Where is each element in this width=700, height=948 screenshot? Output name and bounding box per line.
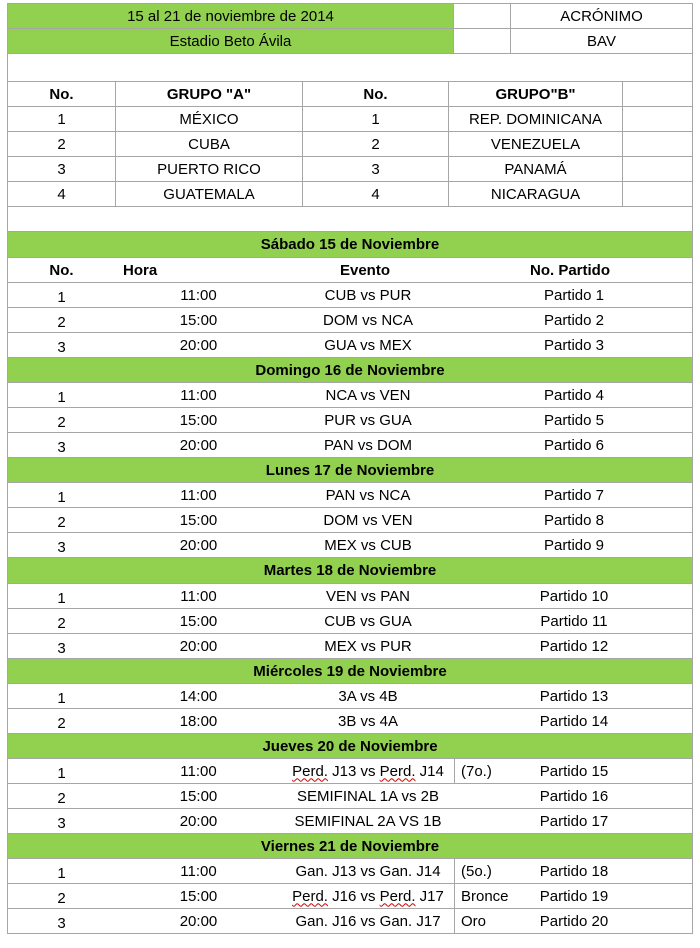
game-evento: VEN vs PAN — [326, 587, 410, 605]
game-hora: 20:00 — [179, 812, 218, 830]
game-evento: PAN vs DOM — [323, 436, 413, 454]
dates-cell: 15 al 21 de noviembre de 2014 — [8, 4, 453, 28]
game-hora: 15:00 — [179, 311, 218, 329]
game-no: 1 — [57, 689, 66, 707]
group-row — [7, 157, 693, 182]
game-hora: 20:00 — [179, 637, 218, 655]
game-evento: GUA vs MEX — [324, 336, 412, 354]
game-hora: 15:00 — [179, 887, 218, 905]
blank-row — [7, 54, 693, 82]
game-no: 2 — [57, 714, 66, 732]
group-row — [7, 182, 693, 207]
game-note: (7o.) — [454, 759, 514, 783]
game-row — [7, 584, 693, 609]
game-no: 3 — [57, 538, 66, 556]
game-hora: 11:00 — [180, 286, 217, 304]
day-title: Miércoles 19 de Noviembre — [253, 662, 447, 680]
game-no: 2 — [57, 413, 66, 431]
evento-part: J13 vs — [327, 762, 380, 780]
game-partido: Partido 13 — [539, 687, 609, 705]
day-title: Jueves 20 de Noviembre — [262, 737, 438, 755]
game-row — [7, 909, 693, 934]
game-no: 1 — [57, 864, 66, 882]
day-title-row — [7, 358, 693, 383]
group-b-team: NICARAGUA — [448, 182, 622, 206]
game-note: (5o.) — [454, 859, 514, 883]
game-row — [7, 283, 693, 308]
day-title: Viernes 21 de Noviembre — [260, 837, 440, 855]
game-evento: MEX vs CUB — [324, 536, 412, 554]
day-title-row — [7, 834, 693, 859]
game-no: 1 — [57, 288, 66, 306]
game-no: 2 — [57, 889, 66, 907]
game-partido: Partido 11 — [540, 612, 608, 630]
day-title-row — [7, 659, 693, 684]
game-row — [7, 408, 693, 433]
game-no: 2 — [57, 313, 66, 331]
game-partido: Partido 2 — [543, 311, 605, 329]
stadium-cell: Estadio Beto Ávila — [8, 29, 453, 53]
group-row-spacer — [622, 132, 692, 156]
game-partido: Partido 18 — [539, 862, 609, 880]
group-row — [7, 107, 693, 132]
day-title-row — [7, 734, 693, 759]
day-title: Domingo 16 de Noviembre — [255, 361, 445, 379]
game-no: 3 — [57, 639, 66, 657]
day-title: Lunes 17 de Noviembre — [265, 461, 435, 479]
group-b-header: GRUPO"B" — [448, 82, 622, 106]
game-row — [7, 784, 693, 809]
game-no: 2 — [57, 789, 66, 807]
group-a-team: CUBA — [115, 132, 302, 156]
game-hora: 14:00 — [179, 687, 218, 705]
game-row — [7, 508, 693, 533]
game-row — [7, 308, 693, 333]
game-row — [7, 383, 693, 408]
day-title-row — [7, 558, 693, 584]
game-evento: CUB vs PUR — [324, 286, 412, 304]
col-partido-header: No. Partido — [529, 261, 610, 279]
game-note: Oro — [454, 909, 514, 933]
group-a-no: 1 — [57, 110, 66, 128]
game-partido: Partido 7 — [543, 486, 605, 504]
group-b-team: VENEZUELA — [448, 132, 622, 156]
game-hora: 15:00 — [179, 787, 218, 805]
group-b-no: 3 — [302, 157, 448, 181]
group-a-header: GRUPO "A" — [115, 82, 302, 106]
game-evento: NCA vs VEN — [325, 386, 411, 404]
group-a-no: 4 — [57, 185, 66, 203]
schedule-header-row — [7, 258, 693, 283]
game-row — [7, 709, 693, 734]
game-no: 1 — [57, 589, 66, 607]
game-evento: PAN vs NCA — [325, 486, 411, 504]
game-partido: Partido 19 — [539, 887, 609, 905]
game-row — [7, 533, 693, 558]
game-hora: 15:00 — [179, 411, 218, 429]
header-row-stadium — [7, 29, 693, 54]
game-hora: 11:00 — [180, 386, 217, 404]
game-evento: SEMIFINAL 2A VS 1B — [294, 812, 442, 830]
group-a-team: MÉXICO — [115, 107, 302, 131]
group-a-team: GUATEMALA — [115, 182, 302, 206]
game-hora: 11:00 — [180, 486, 217, 504]
game-hora: 20:00 — [179, 336, 218, 354]
group-a-team: PUERTO RICO — [115, 157, 302, 181]
col-evento-header: Evento — [339, 261, 390, 279]
day-title-row — [7, 458, 693, 483]
group-b-team: REP. DOMINICANA — [448, 107, 622, 131]
game-hora: 15:00 — [179, 612, 218, 630]
game-partido: Partido 16 — [539, 787, 609, 805]
group-row-spacer — [622, 182, 692, 206]
group-b-no: 1 — [302, 107, 448, 131]
day-title: Martes 18 de Noviembre — [263, 562, 437, 579]
game-hora: 15:00 — [179, 511, 218, 529]
game-no: 3 — [57, 438, 66, 456]
game-no: 2 — [57, 513, 66, 531]
game-no: 1 — [57, 764, 66, 782]
evento-part: J16 vs — [327, 887, 380, 905]
game-partido: Partido 3 — [543, 336, 605, 354]
group-b-no: 2 — [302, 132, 448, 156]
game-row — [7, 884, 693, 909]
game-evento: 3A vs 4B — [338, 687, 398, 705]
game-row — [7, 433, 693, 458]
groups-body — [7, 107, 693, 207]
game-hora: 18:00 — [179, 712, 218, 730]
game-no: 1 — [57, 388, 66, 406]
game-evento: Gan. J16 vs Gan. J17 — [295, 912, 441, 930]
game-partido: Partido 20 — [539, 912, 609, 930]
game-row — [7, 759, 693, 784]
group-b-no-header: No. — [302, 82, 448, 106]
schedule-sheet — [7, 3, 693, 934]
col-hora-header: Hora — [123, 261, 158, 279]
game-evento: PUR vs GUA — [324, 411, 412, 429]
groups-header-row — [7, 82, 693, 107]
header-spacer — [453, 4, 510, 28]
group-a-no-header: No. — [49, 85, 74, 103]
evento-part: Perd. — [379, 887, 416, 905]
game-partido: Partido 10 — [539, 587, 609, 605]
groups-spacer — [622, 82, 692, 106]
evento-part: Perd. — [292, 887, 328, 905]
acronym-value: BAV — [510, 29, 692, 53]
game-partido: Partido 15 — [539, 762, 609, 780]
game-hora: 20:00 — [179, 912, 218, 930]
header-row-dates — [7, 3, 693, 29]
day-title: Sábado 15 de Noviembre — [260, 236, 440, 253]
group-row — [7, 132, 693, 157]
game-no: 1 — [57, 488, 66, 506]
game-hora: 11:00 — [180, 762, 217, 780]
game-hora: 20:00 — [179, 536, 218, 554]
game-partido: Partido 6 — [543, 436, 605, 454]
group-row-spacer — [622, 107, 692, 131]
group-row-spacer — [622, 157, 692, 181]
game-evento: DOM vs NCA — [323, 311, 413, 329]
game-partido: Partido 12 — [539, 637, 609, 655]
blank-row — [7, 207, 693, 232]
game-hora: 20:00 — [179, 436, 218, 454]
game-hora: 11:00 — [180, 862, 217, 880]
evento-part: J14 — [415, 762, 444, 780]
day-title-row — [7, 232, 693, 258]
game-partido: Partido 8 — [543, 511, 605, 529]
game-row — [7, 483, 693, 508]
game-evento: Gan. J13 vs Gan. J14 — [295, 862, 441, 880]
game-hora: 11:00 — [180, 587, 217, 605]
evento-part: Perd. — [292, 762, 328, 780]
game-no: 3 — [57, 338, 66, 356]
game-no: 3 — [57, 814, 66, 832]
header-spacer — [453, 29, 510, 53]
group-b-no: 4 — [302, 182, 448, 206]
game-no: 3 — [57, 914, 66, 932]
game-partido: Partido 5 — [543, 411, 605, 429]
group-b-team: PANAMÁ — [448, 157, 622, 181]
game-row — [7, 333, 693, 358]
game-evento: SEMIFINAL 1A vs 2B — [297, 787, 439, 805]
col-no-header: No. — [49, 261, 74, 279]
game-row — [7, 684, 693, 709]
evento-part: J17 — [415, 887, 444, 905]
game-evento: MEX vs PUR — [324, 637, 412, 655]
game-partido: Partido 4 — [543, 386, 605, 404]
group-a-no: 3 — [57, 160, 66, 178]
game-partido: Partido 1 — [543, 286, 605, 304]
game-row — [7, 809, 693, 834]
schedule-body — [7, 232, 693, 934]
game-no: 2 — [57, 614, 66, 632]
game-partido: Partido 14 — [539, 712, 609, 730]
evento-part: Perd. — [379, 762, 416, 780]
game-partido: Partido 9 — [543, 536, 605, 554]
game-evento: 3B vs 4A — [337, 712, 399, 730]
game-evento — [282, 884, 454, 908]
acronym-label: ACRÓNIMO — [510, 4, 692, 28]
game-evento: CUB vs GUA — [324, 612, 412, 630]
game-partido: Partido 17 — [539, 812, 609, 830]
game-row — [7, 634, 693, 659]
group-a-no: 2 — [57, 135, 66, 153]
game-row — [7, 859, 693, 884]
game-evento — [282, 759, 454, 783]
game-note: Bronce — [454, 884, 514, 908]
game-evento: DOM vs VEN — [323, 511, 413, 529]
game-row — [7, 609, 693, 634]
